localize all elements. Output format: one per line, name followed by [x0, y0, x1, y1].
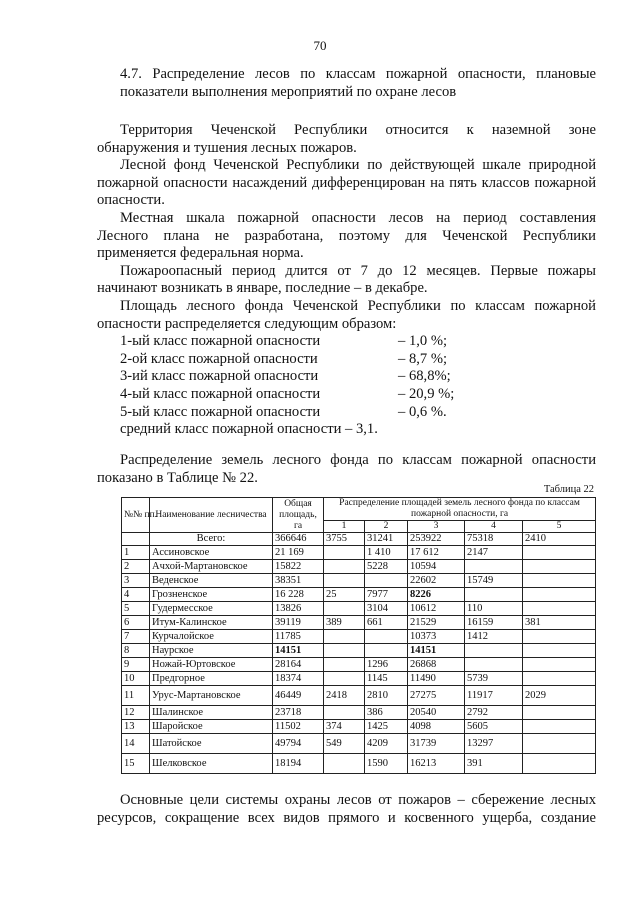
fire-class-row [120, 333, 596, 351]
table-cell: 2810 [365, 686, 408, 706]
table-row [122, 644, 596, 658]
table-cell: Шаройское [150, 720, 273, 734]
page-number: 70 [313, 38, 327, 53]
table-cell: 15749 [465, 574, 523, 588]
table-cell: Шатойское [150, 734, 273, 754]
table-cell: 7 [122, 630, 150, 644]
p4-line1: Пожароопасный период длится от 7 до 12 месяцев. Первые пожары [120, 262, 596, 279]
p2-line1: Лесной фонд Чеченской Республики по действующей шкале природной [120, 157, 596, 174]
closing-text [97, 792, 596, 827]
table-cell: 38351 [273, 574, 324, 588]
table-cell: 14 [122, 734, 150, 754]
table-cell: 2029 [523, 686, 596, 706]
table-cell [465, 658, 523, 672]
closing-line1: Основные цели системы охраны лесов от пожаров – сбережение лесных [120, 792, 596, 808]
table-cell: Шелковское [150, 754, 273, 774]
table-cell [324, 630, 365, 644]
table-cell: Гудермесское [150, 602, 273, 616]
table-cell: 16 228 [273, 588, 324, 602]
fire-class-label: 1-ый класс пожарной опасности [120, 333, 321, 350]
table-cell [324, 602, 365, 616]
table-cell: 49794 [273, 734, 324, 754]
table-cell: 10 [122, 672, 150, 686]
table-cell: 3755 [324, 533, 365, 546]
table-cell: 39119 [273, 616, 324, 630]
fire-class-label: 3-ий класс пожарной опасности [120, 368, 319, 385]
table-cell: 374 [324, 720, 365, 734]
table-row [122, 720, 596, 734]
table-cell: 11490 [408, 672, 465, 686]
table-cell [365, 630, 408, 644]
table-cell: 13297 [465, 734, 523, 754]
header-num: №№ пп. [122, 498, 150, 533]
table-cell: 17 612 [408, 546, 465, 560]
table-cell: 1590 [365, 754, 408, 774]
table-cell: 10373 [408, 630, 465, 644]
table-cell [324, 658, 365, 672]
forest-fire-table [121, 497, 596, 774]
table-cell [523, 658, 596, 672]
table-row [122, 754, 596, 774]
fire-class-list [120, 333, 596, 439]
table-cell [122, 533, 150, 546]
table-cell: 11 [122, 686, 150, 706]
table-cell: 1425 [365, 720, 408, 734]
table-cell: 5 [122, 602, 150, 616]
table-cell [324, 754, 365, 774]
table-cell [324, 706, 365, 720]
table-cell: 2 [122, 560, 150, 574]
p3-line1: Местная шкала пожарной опасности лесов на период составления [120, 209, 596, 226]
p2-line2: пожарной опасности насаждений дифференцирован на пять классов пожарной [97, 174, 596, 191]
table-cell: 366646 [273, 533, 324, 546]
table-cell: 1296 [365, 658, 408, 672]
table-cell [523, 546, 596, 560]
table-row [122, 658, 596, 672]
table-cell: 2410 [523, 533, 596, 546]
table-cell: Предгорное [150, 672, 273, 686]
table-cell: 3 [122, 574, 150, 588]
table-cell: 18194 [273, 754, 324, 774]
table-row [122, 686, 596, 706]
table-cell: 12 [122, 706, 150, 720]
fire-class-row [120, 368, 596, 386]
fire-class-value: – 20,9 %; [398, 385, 455, 402]
table-cell: 381 [523, 616, 596, 630]
fire-class-row [120, 404, 596, 422]
table-cell [523, 672, 596, 686]
table-cell: 15822 [273, 560, 324, 574]
p3-line2: Лесного плана не разработана, поэтому для Чеченской Республики [97, 227, 596, 244]
table-row [122, 588, 596, 602]
table-cell: 75318 [465, 533, 523, 546]
table-cell: 9 [122, 658, 150, 672]
p1-line2: обнаружения и тушения лесных пожаров. [97, 139, 357, 156]
table-cell: 661 [365, 616, 408, 630]
table-cell: 4 [122, 588, 150, 602]
table-cell: 5605 [465, 720, 523, 734]
table-row [122, 616, 596, 630]
table-cell [523, 574, 596, 588]
table-cell [523, 754, 596, 774]
table-cell [523, 602, 596, 616]
fire-class-label: 2-ой класс пожарной опасности [120, 350, 318, 367]
table-cell: 10594 [408, 560, 465, 574]
table-cell: 5739 [465, 672, 523, 686]
table-row [122, 630, 596, 644]
p4-line2: начинают возникать в январе, последние – в декабре. [97, 280, 428, 297]
table-intro [97, 452, 596, 487]
table-cell: 13826 [273, 602, 324, 616]
table-cell: 20540 [408, 706, 465, 720]
table-cell [324, 560, 365, 574]
table-cell: Грозненское [150, 588, 273, 602]
p2-line3: опасности. [97, 192, 165, 209]
table-cell [523, 630, 596, 644]
table-cell: 22602 [408, 574, 465, 588]
table-cell [523, 720, 596, 734]
p6-line1: Распределение земель лесного фонда по классам пожарной опасности [120, 452, 596, 468]
section-heading [120, 66, 596, 101]
fire-class-label: 4-ый класс пожарной опасности [120, 385, 321, 402]
table-cell: Всего: [150, 533, 273, 546]
header-class-2: 2 [365, 521, 408, 533]
table-cell [465, 644, 523, 658]
table-row [122, 546, 596, 560]
table-row [122, 672, 596, 686]
table-cell: 391 [465, 754, 523, 774]
fire-class-row [120, 351, 596, 369]
table-cell: 8226 [408, 588, 465, 602]
table-cell: 3104 [365, 602, 408, 616]
table-cell: 26868 [408, 658, 465, 672]
table-cell: 14151 [408, 644, 465, 658]
header-name: Наименование лесничества [150, 498, 273, 533]
table-cell: 28164 [273, 658, 324, 672]
header-class-5: 5 [523, 521, 596, 533]
table-cell [465, 560, 523, 574]
table-cell [465, 588, 523, 602]
table-cell: Ножай-Юртовское [150, 658, 273, 672]
table-cell [523, 588, 596, 602]
table-body [122, 533, 596, 774]
table-cell: 10612 [408, 602, 465, 616]
table-row [122, 574, 596, 588]
heading-text: 4.7. Распределение лесов по классам пожарной опасности, плановые показатели выполнения мероприятий по охране лесов [120, 66, 596, 100]
table-row [122, 533, 596, 546]
table-cell [523, 560, 596, 574]
table-cell: 13 [122, 720, 150, 734]
fire-class-value: – 1,0 %; [398, 333, 448, 350]
p6-line2: показано в Таблице № 22. [97, 469, 258, 486]
fire-class-value: – 68,8%; [398, 368, 451, 385]
table-cell [324, 672, 365, 686]
table-cell: 4098 [408, 720, 465, 734]
table-cell [523, 734, 596, 754]
p5-line1: Площадь лесного фонда Чеченской Республики по классам пожарной [120, 297, 596, 314]
table-cell: Итум-Калинское [150, 616, 273, 630]
table-cell: 46449 [273, 686, 324, 706]
table-cell: 25 [324, 588, 365, 602]
table-cell: 389 [324, 616, 365, 630]
table-cell: 11785 [273, 630, 324, 644]
table-cell: 11502 [273, 720, 324, 734]
header-class-4: 4 [465, 521, 523, 533]
table-cell: 8 [122, 644, 150, 658]
table-cell: 2147 [465, 546, 523, 560]
table-cell: Веденское [150, 574, 273, 588]
table-cell: Урус-Мартановское [150, 686, 273, 706]
table-cell [365, 644, 408, 658]
table-cell: 15 [122, 754, 150, 774]
table-cell: Курчалойское [150, 630, 273, 644]
table-cell: 549 [324, 734, 365, 754]
table-cell: Шалинское [150, 706, 273, 720]
average-class-text: средний класс пожарной опасности – 3,1. [120, 421, 378, 438]
p1-line1: Территория Чеченской Республики относится к наземной зоне [120, 122, 596, 138]
table-cell: 4209 [365, 734, 408, 754]
body-text [97, 122, 596, 439]
table-cell: 1 410 [365, 546, 408, 560]
fire-class-value: – 8,7 %; [398, 350, 448, 367]
header-area: Общая площадь, га [273, 498, 324, 533]
table-cell: Наурское [150, 644, 273, 658]
table-cell: Ачхой-Мартановское [150, 560, 273, 574]
table-cell [324, 546, 365, 560]
table-cell: 386 [365, 706, 408, 720]
table-cell: 2792 [465, 706, 523, 720]
table-cell [523, 644, 596, 658]
table-cell [324, 644, 365, 658]
table-cell: 1145 [365, 672, 408, 686]
fire-class-value: – 0,6 %. [398, 403, 447, 420]
table-row [122, 560, 596, 574]
table-cell: 16159 [465, 616, 523, 630]
table-cell: 21 169 [273, 546, 324, 560]
header-class-1: 1 [324, 521, 365, 533]
p5-line2: опасности распределяется следующим образом: [97, 315, 397, 332]
table-cell: Ассиновское [150, 546, 273, 560]
table-cell: 6 [122, 616, 150, 630]
table-row [122, 602, 596, 616]
table-cell: 31739 [408, 734, 465, 754]
fire-class-row [120, 386, 596, 404]
table-cell: 18374 [273, 672, 324, 686]
table-row [122, 734, 596, 754]
table-cell: 21529 [408, 616, 465, 630]
header-distribution: Распределение площадей земель лесного фонда по классам пожарной опасности, га [324, 498, 596, 521]
table-cell: 1 [122, 546, 150, 560]
table-cell: 31241 [365, 533, 408, 546]
table-cell: 5228 [365, 560, 408, 574]
table-cell [523, 706, 596, 720]
fire-class-label: 5-ый класс пожарной опасности [120, 403, 321, 420]
table-cell: 11917 [465, 686, 523, 706]
table-cell: 16213 [408, 754, 465, 774]
p3-line3: применяется федеральная норма. [97, 245, 304, 262]
table-cell: 2418 [324, 686, 365, 706]
table-cell: 253922 [408, 533, 465, 546]
table-cell: 7977 [365, 588, 408, 602]
table-cell [365, 574, 408, 588]
closing-line2: ресурсов, сокращение всех видов прямого и косвенного ущерба, создание [97, 809, 596, 826]
table-cell: 23718 [273, 706, 324, 720]
table-cell: 27275 [408, 686, 465, 706]
header-class-3: 3 [408, 521, 465, 533]
table-cell [324, 574, 365, 588]
average-class-row [120, 421, 596, 439]
table-caption: Таблица 22 [543, 484, 594, 495]
table-row [122, 706, 596, 720]
table-cell: 1412 [465, 630, 523, 644]
table-cell: 14151 [273, 644, 324, 658]
table-cell: 110 [465, 602, 523, 616]
